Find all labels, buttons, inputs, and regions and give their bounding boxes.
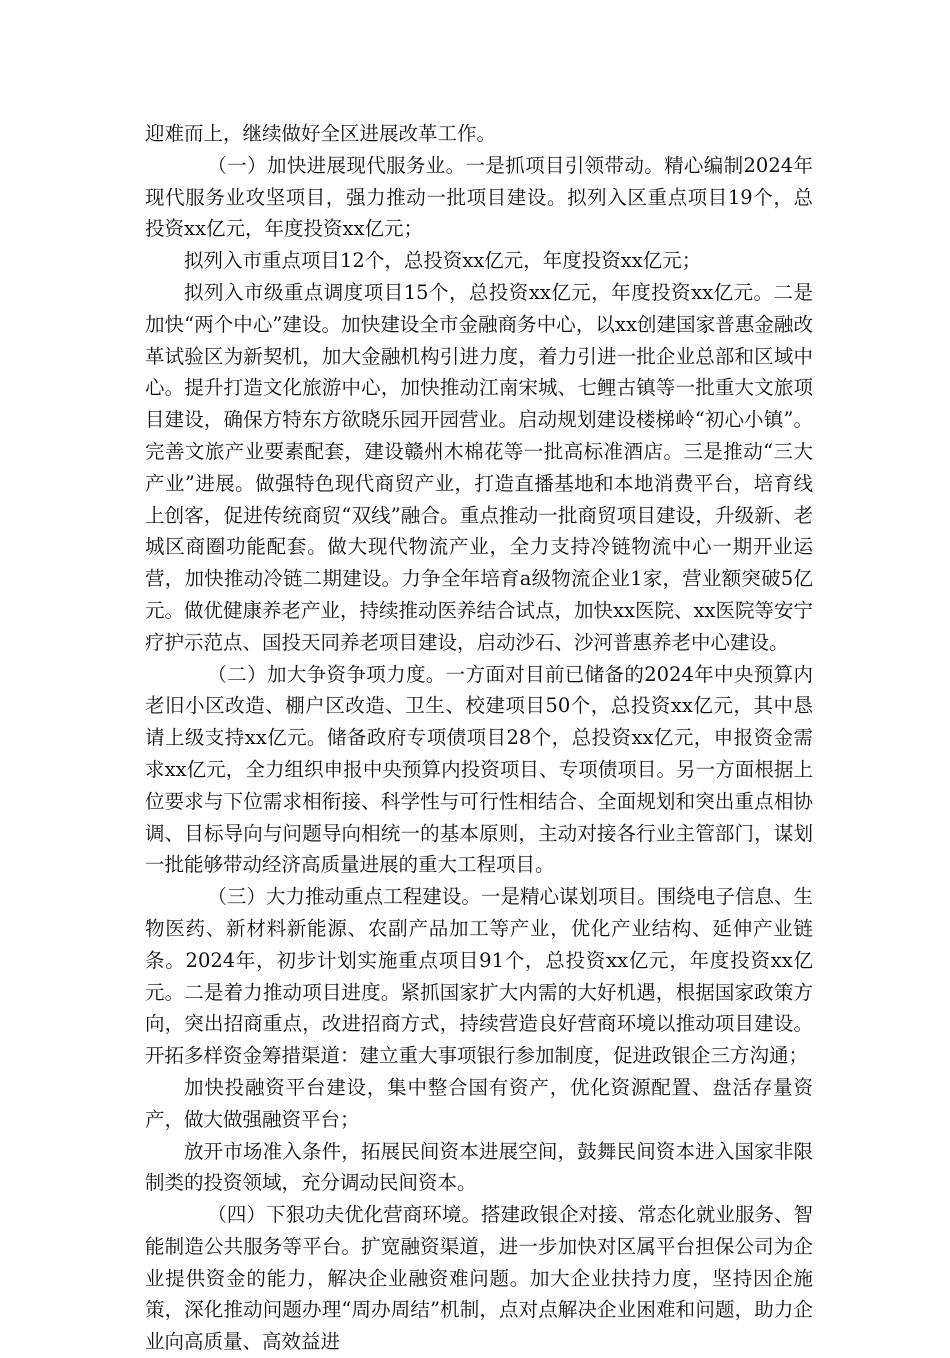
paragraph-section-1: （一）加快进展现代服务业。一是抓项目引领带动。精心编制2024年现代服务业攻坚项目，强力推动一批项目建设。拟列入区重点项目19个，总投资xx亿元，年度投资xx亿元； — [145, 153, 813, 241]
paragraph-city-projects: 拟列入市重点项目12个，总投资xx亿元，年度投资xx亿元； — [184, 249, 702, 273]
paragraph-private-capital: 放开市场准入条件，拓展民间资本进展空间，鼓舞民间资本进入国家非限制类的投资领域，充分调动民间资本。 — [145, 1139, 813, 1195]
paragraph-section-3: （三）大力推动重点工程建设。一是精心谋划项目。围绕电子信息、生物医药、新材料新能源、农副产品加工等产业，优化产业结构、延伸产业链条。2024年，初步计划实施重点项目91个，总投资xx亿元，年度投资xx亿元。二是着力推动项目进度。紧抓国家扩大内需的大好机遇，根据国家政策方向，突出招商重点，改进招商方式，持续营造良好营商环境以推动项目建设。开拓多样资金筹措渠道：建立重大事项银行参加制度，促进政银企三方沟通； — [145, 885, 813, 1068]
paragraph-section-4: （四）下狠功夫优化营商环境。搭建政银企对接、常态化就业服务、智能制造公共服务等平台。扩宽融资渠道，进一步加快对区属平台担保公司为企业提供资金的能力，解决企业融资难问题。加大企业扶持力度，坚持因企施策，深化推动问题办理“周办周结”机制，点对点解决企业困难和问题，助力企业向高质量、高效益进 — [145, 1203, 813, 1354]
paragraph-city-dispatch-projects: 拟列入市级重点调度项目15个，总投资xx亿元，年度投资xx亿元。二是加快“两个中心”建设。加快建设全市金融商务中心，以xx创建国家普惠金融改革试验区为新契机，加大金融机构引进力度，着力引进一批企业总部和区域中心。提升打造文化旅游中心，加快推动江南宋城、七鲤古镇等一批重大文旅项目建设，确保方特东方欲晓乐园开园营业。启动规划建设楼梯岭“初心小镇”。完善文旅产业要素配套，建设赣州木棉花等一批高标准酒店。三是推动“三大产业”进展。做强特色现代商贸产业，打造直播基地和本地消费平台，培育线上创客，促进传统商贸“双线”融合。重点推动一批商贸项目建设，升级新、老城区商圈功能配套。做大现代物流产业，全力支持冷链物流中心一期开业运营，加快推动冷链二期建设。力争全年培育a级物流企业1家，营业额突破5亿元。做优健康养老产业，持续推动医养结合试点，加快xx医院、xx医院等安宁疗护示范点、国投天同养老项目建设，启动沙石、沙河普惠养老中心建设。 — [145, 280, 813, 654]
paragraph-continuation: 迎难而上，继续做好全区进展改革工作。 — [145, 122, 497, 145]
document-page — [145, 118, 813, 1358]
paragraph-section-2: （二）加大争资争项力度。一方面对目前已储备的2024年中央预算内老旧小区改造、棚户区改造、卫生、校建项目50个，总投资xx亿元，其中恳请上级支持xx亿元。储备政府专项债项目28个，总投资xx亿元，申报资金需求xx亿元，全力组织申报中央预算内投资项目、专项债项目。另一方面根据上位要求与下位需求相衔接、科学性与可行性相结合、全面规划和突出重点相协调、目标导向与问题导向相统一的基本原则，主动对接各行业主管部门，谋划一批能够带动经济高质量进展的重大工程项目。 — [145, 662, 813, 877]
paragraph-financing-platform: 加快投融资平台建设，集中整合国有资产，优化资源配置、盘活存量资产，做大做强融资平台； — [145, 1075, 813, 1131]
